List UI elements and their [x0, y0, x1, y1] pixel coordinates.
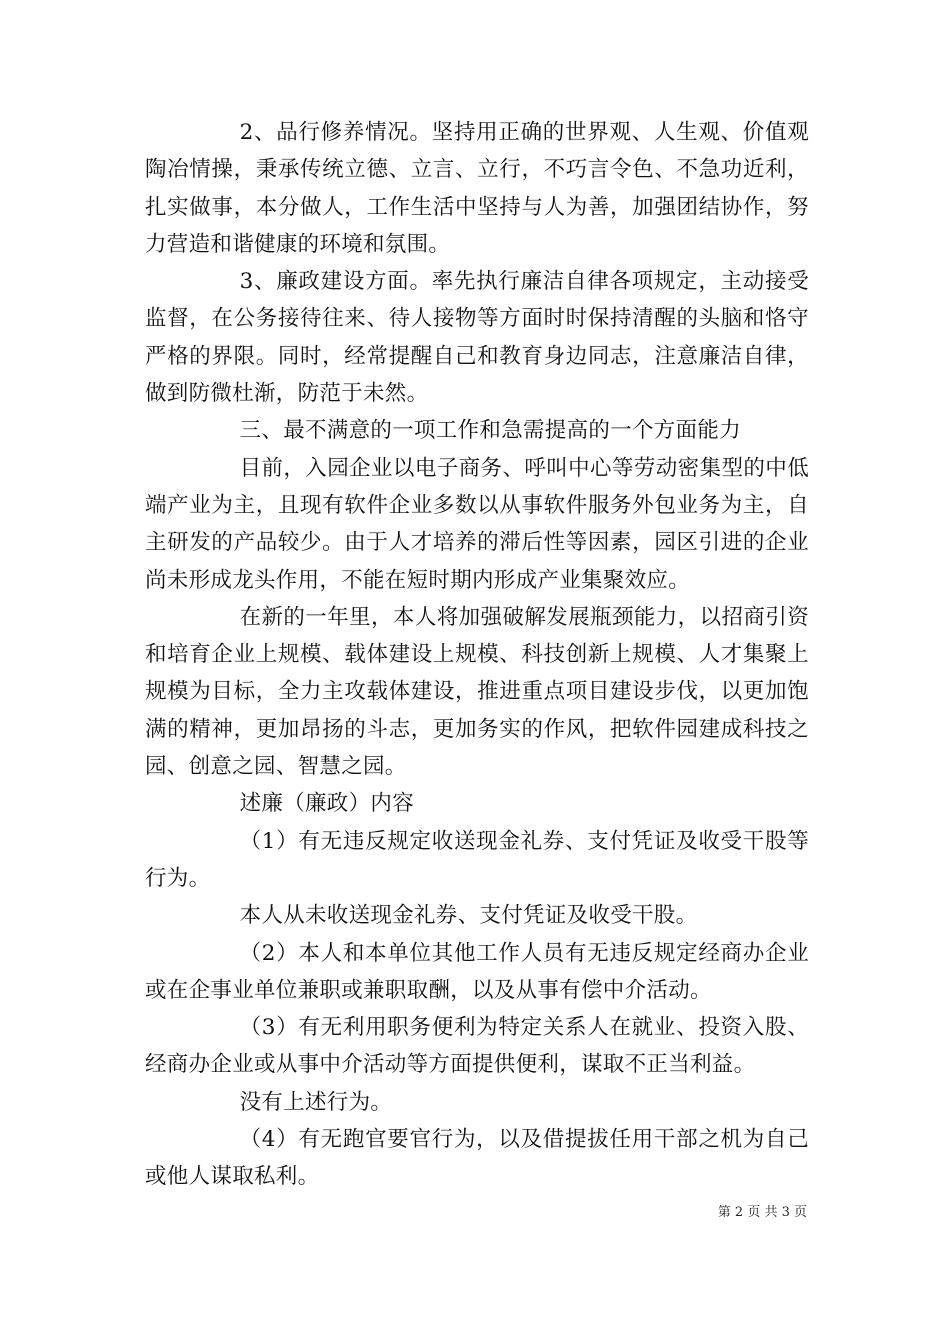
paragraph-answer-1: 本人从未收送现金礼券、支付凭证及收受干股。 — [239, 903, 698, 929]
paragraph-new-year-plan: 在新的一年里，本人将加强破解发展瓶颈能力，以招商引资和培育企业上规模、载体建设上规模、科技创新上规模、人才集聚上规模为目标，全力主攻载体建设，推进重点项目建设步伐，以更加饱满的精神，更加昂扬的斗志，更加务实的作风，把软件园建成科技之园、创意之园、智慧之园。 — [145, 604, 809, 780]
document-body — [145, 114, 809, 1196]
paragraph-item-3: （3）有无利用职务便利为特定关系人在就业、投资入股、经商办企业或从事中介活动等方面提供便利，谋取不正当利益。 — [145, 1015, 809, 1078]
paragraph-item-2: （2）本人和本单位其他工作人员有无违反规定经商办企业或在企事业单位兼职或兼职取酬，以及从事有偿中介活动。 — [145, 940, 809, 1003]
paragraph-current-situation: 目前，入园企业以电子商务、呼叫中心等劳动密集型的中低端产业为主，且现有软件企业多数以从事软件服务外包业务为主，自主研发的产品较少。由于人才培养的滞后性等因素，园区引进的企业尚未形成龙头作用，不能在短时期内形成产业集聚效应。 — [145, 455, 809, 593]
page-number: 第 2 页 共 3 页 — [717, 1205, 807, 1220]
paragraph-integrity-building: 3、廉政建设方面。率先执行廉洁自律各项规定，主动接受监督，在公务接待往来、待人接物等方面时时保持清醒的头脑和恪守严格的界限。同时，经常提醒自己和教育身边同志，注意廉洁自律，做到防微杜渐，防范于未然。 — [145, 269, 809, 407]
paragraph-answer-3: 没有上述行为。 — [239, 1089, 393, 1115]
section-heading-integrity-report: 述廉（廉政）内容 — [239, 791, 414, 817]
section-heading-three: 三、最不满意的一项工作和急需提高的一个方面能力 — [239, 418, 741, 444]
paragraph-character-cultivation: 2、品行修养情况。坚持用正确的世界观、人生观、价值观陶冶情操，秉承传统立德、立言、立行，不巧言令色、不急功近利，扎实做事，本分做人，工作生活中坚持与人为善，加强团结协作，努力营造和谐健康的环境和氛围。 — [145, 120, 809, 257]
paragraph-item-4: （4）有无跑官要官行为，以及借提拔任用干部之机为自己或他人谋取私利。 — [145, 1127, 809, 1190]
paragraph-item-1: （1）有无违反规定收送现金礼券、支付凭证及收受干股等行为。 — [145, 828, 809, 891]
